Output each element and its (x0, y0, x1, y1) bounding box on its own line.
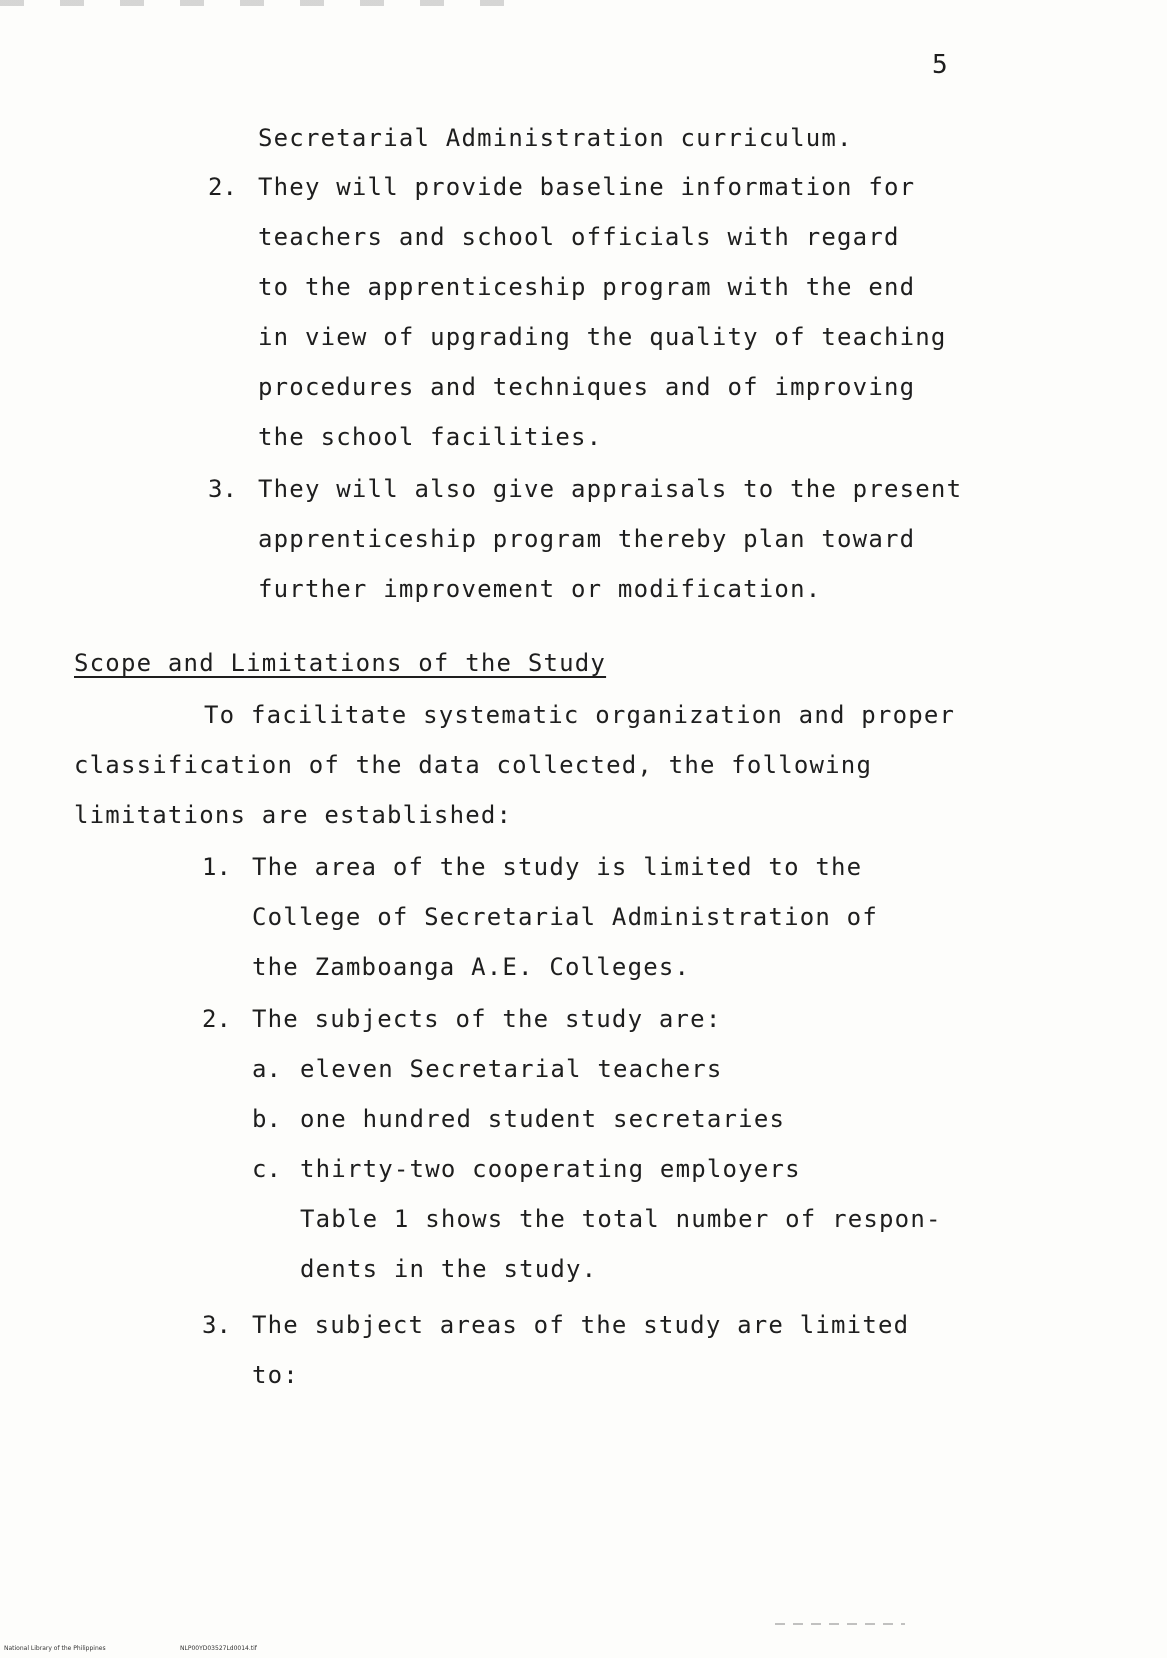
sublist-item: eleven Secretarial teachers (300, 1055, 723, 1083)
list-item-line: to the apprenticeship program with the end (258, 273, 916, 301)
list-item-line: further improvement or modification. (258, 575, 822, 603)
sublist-item: one hundred student secretaries (300, 1105, 786, 1133)
list-item-line: They will also give appraisals to the present (258, 475, 963, 503)
list-item-line: the school facilities. (258, 423, 603, 451)
section-heading: Scope and Limitations of the Study (74, 649, 607, 677)
list-number: 3. (202, 1311, 231, 1339)
list-item-line: to: (252, 1361, 299, 1389)
list-item-line: They will provide baseline information for (258, 173, 916, 201)
list-item-line: in view of upgrading the quality of teaching (258, 323, 947, 351)
footer-library: National Library of the Philippines (4, 1645, 106, 1652)
paragraph-line: To facilitate systematic organization and proper (204, 701, 956, 729)
sublist-letter: a. (252, 1055, 281, 1083)
paragraph-line: classification of the data collected, the following (74, 751, 873, 779)
list-item-line: apprenticeship program thereby plan toward (258, 525, 916, 553)
scan-artifact (775, 1623, 905, 1625)
scan-edge-artifact (0, 0, 520, 6)
intro-continuation: Secretarial Administration curriculum. (258, 124, 853, 152)
sublist-letter: c. (252, 1155, 281, 1183)
sublist-letter: b. (252, 1105, 281, 1133)
table-note-line: Table 1 shows the total number of respon- (300, 1205, 942, 1233)
table-note-line: dents in the study. (300, 1255, 598, 1283)
list-item-line: The area of the study is limited to the (252, 853, 863, 881)
paragraph-line: limitations are established: (74, 801, 513, 829)
list-item-line: The subjects of the study are: (252, 1005, 722, 1033)
list-number: 1. (202, 853, 231, 881)
archive-footer (4, 1645, 257, 1653)
footer-file-code: NLP00YD03527Ld0014.tif (180, 1645, 257, 1652)
list-item-line: teachers and school officials with regard (258, 223, 900, 251)
list-item-line: College of Secretarial Administration of (252, 903, 878, 931)
page-number: 5 (932, 50, 948, 80)
list-number: 3. (208, 475, 237, 503)
list-item-line: procedures and techniques and of improving (258, 373, 916, 401)
list-number: 2. (202, 1005, 231, 1033)
list-item-line: The subject areas of the study are limited (252, 1311, 910, 1339)
sublist-item: thirty-two cooperating employers (300, 1155, 801, 1183)
list-number: 2. (208, 173, 237, 201)
list-item-line: the Zamboanga A.E. Colleges. (252, 953, 691, 981)
